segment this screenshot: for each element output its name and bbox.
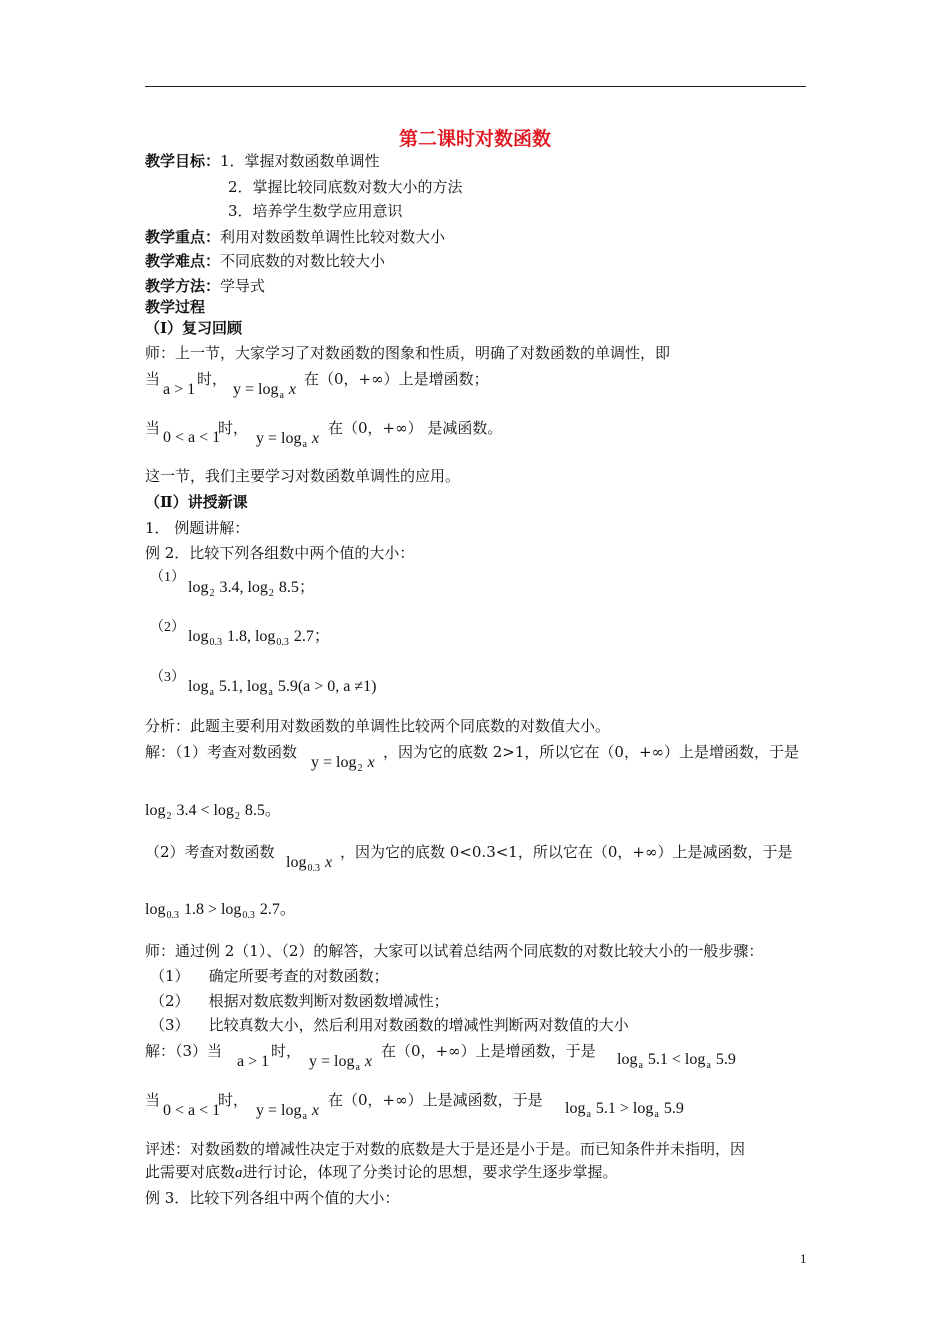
text: 5.1 > log bbox=[595, 1100, 654, 1117]
text: log bbox=[188, 628, 209, 645]
result-1-expression bbox=[145, 801, 281, 827]
base: 2 bbox=[268, 588, 274, 599]
summary-text: 师：通过例 2（1）、（2）的解答，大家可以试着总结两个同底数的对数比较大小的一般步骤： bbox=[145, 942, 764, 960]
text: y = log bbox=[233, 381, 279, 398]
base: 2 bbox=[357, 763, 363, 774]
text: y = log bbox=[256, 1102, 302, 1119]
log-function bbox=[256, 1101, 319, 1127]
step-number: （2） bbox=[150, 992, 190, 1010]
log-function bbox=[256, 429, 319, 455]
step-item bbox=[150, 991, 449, 1011]
variable: a bbox=[235, 1165, 243, 1181]
base: a bbox=[355, 1062, 360, 1073]
variable: x bbox=[311, 430, 320, 447]
comment-line-1: 评述：对数函数的增减性决定于对数的底数是大于是还是小于是。而已知条件并未指明，因 bbox=[145, 1140, 746, 1158]
section-2-heading: （Ⅱ）讲授新课 bbox=[145, 493, 248, 511]
text: 5.9 bbox=[663, 1100, 684, 1117]
variable: x bbox=[324, 854, 333, 871]
problem-2-expression bbox=[188, 627, 330, 653]
base: a bbox=[279, 390, 284, 401]
page-title: 第二课时对数函数 bbox=[398, 128, 551, 150]
step-number: （1） bbox=[150, 967, 190, 985]
problem-1-expression bbox=[188, 578, 315, 604]
problem-number: （3） bbox=[150, 670, 185, 685]
variable: x bbox=[311, 1102, 320, 1119]
result-3b-expression bbox=[565, 1099, 684, 1125]
base: a bbox=[268, 687, 273, 698]
base: 2 bbox=[234, 811, 240, 822]
log-function bbox=[233, 380, 296, 406]
solution-1-text: 解：（1）考查对数函数 bbox=[145, 743, 298, 761]
text: 此需要对底数 bbox=[145, 1163, 236, 1181]
base: 0.3 bbox=[276, 637, 289, 648]
result-2-expression bbox=[145, 900, 296, 926]
example-2-title: 例 2．比较下列各组数中两个值的大小： bbox=[145, 544, 415, 562]
text: 当 bbox=[145, 1091, 161, 1109]
goal-item: 3．培养学生数学应用意识 bbox=[228, 202, 403, 220]
text: log bbox=[145, 901, 166, 918]
problem-number: （2） bbox=[150, 620, 185, 635]
result-3a-expression bbox=[617, 1050, 736, 1076]
method-label: 教学方法： bbox=[145, 277, 221, 295]
base: a bbox=[302, 439, 307, 450]
text: 5.1, log bbox=[218, 678, 268, 695]
text: 2.7 bbox=[293, 628, 314, 645]
text: 1.8 > log bbox=[183, 901, 242, 918]
text: 当 bbox=[145, 370, 161, 388]
solution-3-text: 解：（3）当 bbox=[145, 1042, 223, 1060]
difficulty-text: 不同底数的对数比较大小 bbox=[220, 252, 386, 270]
step-text: 根据对数底数判断对数函数增减性； bbox=[208, 992, 449, 1010]
text: log bbox=[617, 1051, 638, 1068]
key-text: 利用对数函数单调性比较对数大小 bbox=[220, 228, 446, 246]
review-intro: 师：上一节，大家学习了对数函数的图象和性质，明确了对数函数的单调性，即 bbox=[145, 344, 671, 362]
section-1-heading: （I）复习回顾 bbox=[145, 319, 243, 337]
text: 时， bbox=[218, 1091, 249, 1109]
base: a bbox=[638, 1060, 643, 1071]
text: 5.9 bbox=[715, 1051, 736, 1068]
key-label: 教学重点： bbox=[145, 228, 221, 246]
step-item bbox=[150, 1015, 629, 1035]
text: 。 bbox=[264, 802, 281, 819]
comment-line-2 bbox=[145, 1162, 618, 1183]
review-closing: 这一节，我们主要学习对数函数单调性的应用。 bbox=[145, 467, 461, 485]
step-text: 比较真数大小，然后利用对数函数的增减性判断两对数值的大小 bbox=[208, 1016, 629, 1034]
analysis-text: 分析：此题主要利用对数函数的单调性比较两个同底数的对数值大小。 bbox=[145, 717, 611, 735]
decreasing-text: 在（0，+∞）上是减函数，于是 bbox=[328, 1091, 543, 1109]
solution-1-reason: ，因为它的底数 2>1，所以它在（0，+∞）上是增函数，于是 bbox=[383, 743, 800, 761]
goal-item: 1．掌握对数函数单调性 bbox=[220, 152, 380, 170]
goal-item: 2．掌握比较同底数对数大小的方法 bbox=[228, 178, 463, 196]
difficulty-label: 教学难点： bbox=[145, 252, 221, 270]
text: y = log bbox=[311, 754, 357, 771]
text: y = log bbox=[256, 430, 302, 447]
condition-0-lt-a-lt-1: 0 < a < 1 bbox=[163, 1102, 221, 1119]
increasing-text: 在（0，+∞）上是增函数，于是 bbox=[381, 1042, 596, 1060]
condition-a-gt-1: a > 1 bbox=[163, 381, 196, 398]
base: a bbox=[706, 1060, 711, 1071]
text: 8.5 bbox=[278, 579, 299, 596]
base: a bbox=[209, 687, 214, 698]
text: 8.5 bbox=[244, 802, 265, 819]
text: ； bbox=[313, 628, 330, 645]
decreasing-text: 在（0，+∞） 是减函数。 bbox=[328, 419, 503, 437]
condition-a-gt-1: a > 1 bbox=[237, 1053, 270, 1070]
log-function bbox=[309, 1052, 372, 1078]
header-rule bbox=[145, 86, 806, 87]
variable: x bbox=[364, 1053, 373, 1070]
base: 0.3 bbox=[307, 863, 320, 874]
condition-0-lt-a-lt-1: 0 < a < 1 bbox=[163, 429, 221, 446]
increasing-text: 在（0，+∞）上是增函数； bbox=[304, 370, 489, 388]
method-line bbox=[145, 276, 265, 296]
text: 进行讨论，体现了分类讨论的思想，要求学生逐步掌握。 bbox=[242, 1163, 618, 1181]
key-point-line bbox=[145, 227, 445, 247]
text: log bbox=[145, 802, 166, 819]
text: 当 bbox=[145, 419, 161, 437]
text: 3.4, log bbox=[219, 579, 268, 596]
goals-line-1 bbox=[145, 151, 380, 171]
text: 3.4 < log bbox=[176, 802, 234, 819]
text: 时， bbox=[218, 419, 249, 437]
text: 2.7 bbox=[259, 901, 280, 918]
method-text: 学导式 bbox=[220, 277, 266, 295]
base: a bbox=[302, 1111, 307, 1122]
base: 2 bbox=[209, 588, 215, 599]
text: y = log bbox=[309, 1053, 355, 1070]
text: log bbox=[565, 1100, 586, 1117]
base: 2 bbox=[166, 811, 172, 822]
base: 0.3 bbox=[209, 637, 222, 648]
process-heading: 教学过程 bbox=[145, 298, 206, 316]
base: a bbox=[586, 1109, 591, 1120]
variable: x bbox=[367, 754, 375, 771]
step-item bbox=[150, 966, 389, 986]
base: 0.3 bbox=[166, 910, 179, 921]
variable: x bbox=[288, 381, 297, 398]
text: 时， bbox=[197, 370, 228, 388]
difficulty-line bbox=[145, 251, 385, 271]
text: 5.1 < log bbox=[647, 1051, 706, 1068]
step-number: （3） bbox=[150, 1016, 190, 1034]
text: log bbox=[286, 854, 307, 871]
base: a bbox=[654, 1109, 659, 1120]
text: 1.8, log bbox=[226, 628, 276, 645]
log-function bbox=[311, 753, 375, 779]
text: 5.9(a > 0, a ≠1) bbox=[277, 678, 377, 695]
solution-2-text: （2）考查对数函数 bbox=[145, 843, 275, 861]
text: log bbox=[188, 579, 209, 596]
step-text: 确定所要考查的对数函数； bbox=[208, 967, 389, 985]
subsection-heading: 1． 例题讲解： bbox=[145, 519, 250, 537]
log-function bbox=[286, 853, 332, 879]
problem-3-expression bbox=[188, 677, 376, 703]
page-number: 1 bbox=[800, 1251, 807, 1266]
text: log bbox=[188, 678, 209, 695]
base: 0.3 bbox=[242, 910, 255, 921]
solution-2-reason: ，因为它的底数 0<0.3<1，所以它在（0，+∞）上是减函数，于是 bbox=[340, 843, 793, 861]
text: 时， bbox=[271, 1042, 302, 1060]
problem-number: （1） bbox=[150, 570, 185, 585]
text: 。 bbox=[279, 901, 296, 918]
goals-label: 教学目标： bbox=[145, 152, 221, 170]
text: ； bbox=[298, 579, 315, 596]
review-line-increasing bbox=[145, 369, 160, 389]
example-3-title: 例 3．比较下列各组中两个值的大小： bbox=[145, 1189, 400, 1207]
